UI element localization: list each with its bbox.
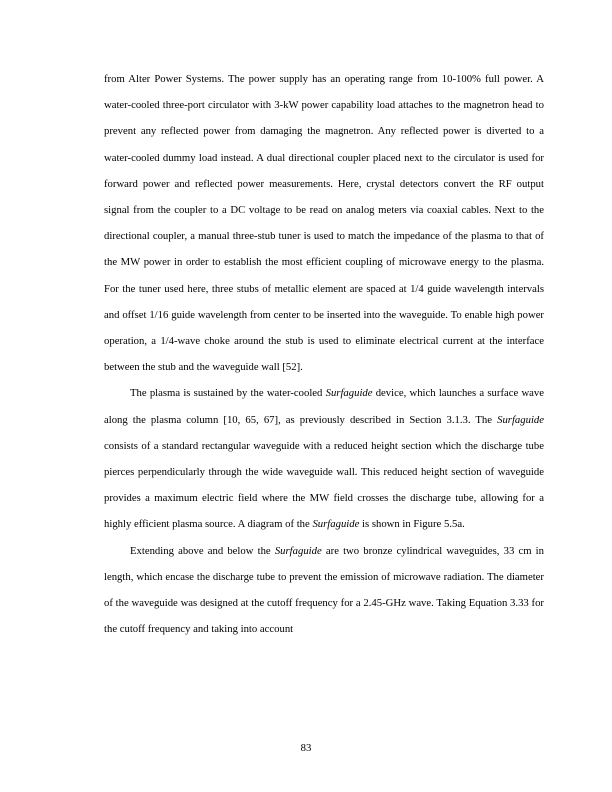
page-body-text bbox=[104, 66, 544, 642]
paragraph-2-run-6: is shown in Figure 5.5a. bbox=[359, 518, 465, 531]
paragraph-2-run-0: The plasma is sustained by the water-cooled bbox=[130, 387, 326, 400]
paragraph-3-run-2: are two bronze cylindrical waveguides, 33 cm in length, which encase the discharge tube to prevent the emission of microwave radiation. The diameter of the waveguide was designed at the cutoff frequency for a 2.45-GHz wave. Taking Equation 3.33 for the cutoff frequency and taking into account bbox=[104, 544, 544, 636]
paragraph-3 bbox=[104, 538, 544, 643]
paragraph-2-run-1: Surfaguide bbox=[325, 387, 373, 400]
paragraph-3-run-0: Extending above and below the bbox=[130, 544, 275, 557]
paragraph-2-run-2: device, which launches a surface wave along the plasma column [10, 65, 67], as previously described in Section 3.1.3. The bbox=[104, 387, 544, 426]
paragraph-1 bbox=[104, 66, 544, 380]
paragraph-2 bbox=[104, 380, 544, 537]
paragraph-2-run-3: Surfaguide bbox=[497, 413, 544, 426]
paragraph-3-run-1: Surfaguide bbox=[274, 544, 322, 557]
paragraph-2-run-4: consists of a standard rectangular waveguide with a reduced height section which the discharge tube pierces perpendicularly through the wide waveguide wall. This reduced height section of waveguide provides a maximum electric field where the MW field crosses the discharge tube, allowing for a highly efficient plasma source. A diagram of the bbox=[104, 439, 544, 531]
paragraph-1-run-0: from Alter Power Systems. The power supply has an operating range from 10-100% full power. A water-cooled three-port circulator with 3-kW power capability load attaches to the magnetron head to prevent any reflected power from damaging the magnetron. Any reflected power is diverted to a water-cooled dummy load instead. A dual directional coupler placed next to the circulator is used for forward power and reflected power measurements. Here, crystal detectors convert the RF output signal from the coupler to a DC voltage to be read on analog meters via coaxial cables. Next to the directional coupler, a manual three-stub tuner is used to match the impedance of the plasma to that of the MW power in order to establish the most efficient coupling of microwave energy to the plasma. For the tuner used here, three stubs of metallic element are spaced at 1/4 guide wavelength intervals and offset 1/16 guide wavelength from center to be inserted into the waveguide. To enable high power operation, a 1/4-wave choke around the stub is used to eliminate electrical current at the interface between the stub and the waveguide wall [52]. bbox=[104, 73, 544, 374]
paragraph-2-run-5: Surfaguide bbox=[312, 518, 360, 531]
page-number: 83 bbox=[300, 742, 312, 754]
